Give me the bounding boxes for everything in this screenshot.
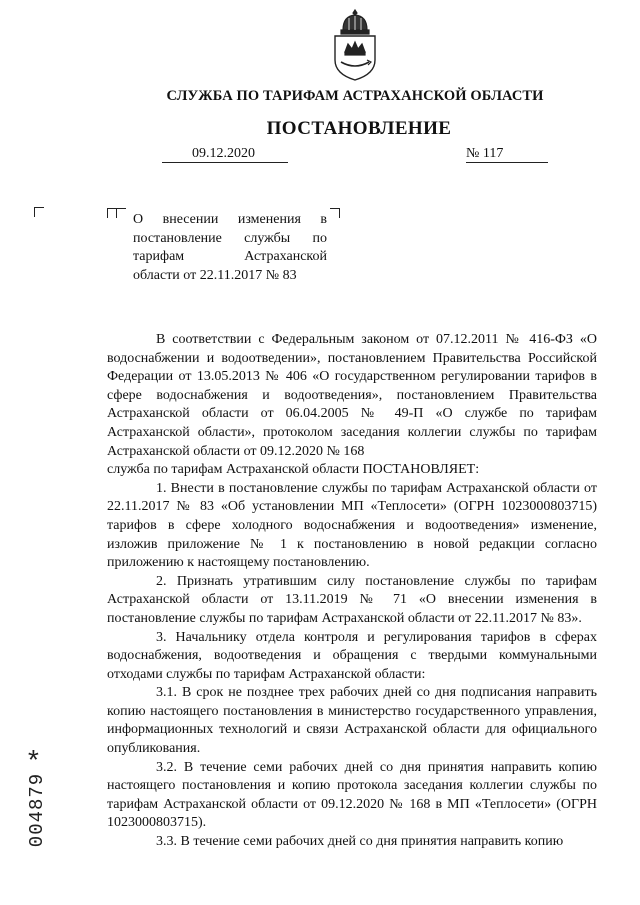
- subject-line: тарифам Астраханской: [133, 249, 327, 264]
- subject-line: О внесении изменения в: [133, 212, 327, 227]
- subject-line: области от 22.11.2017 № 83: [133, 267, 297, 283]
- corner-mark-subject-right: [330, 208, 340, 218]
- side-stamp-asterisk: *: [25, 748, 42, 779]
- item-2: 2. Признать утратившим силу постановление службы по тарифам Астраханской области от 13.11.2019 № 71 «О внесении изменения в постановление службы по тарифам Астраханской области от 22.11.2017 № 83».: [107, 573, 597, 626]
- subject-line: постановление службы по: [133, 230, 327, 246]
- corner-mark-subject-left-inner: [116, 208, 126, 218]
- coat-of-arms-icon: [327, 8, 383, 84]
- subject-block: [133, 211, 327, 285]
- document-number: № 117: [466, 146, 548, 163]
- document-date: 09.12.2020: [162, 146, 288, 163]
- issuing-authority: СЛУЖБА ПО ТАРИФАМ АСТРАХАНСКОЙ ОБЛАСТИ: [166, 88, 544, 104]
- corner-mark-left: [34, 207, 44, 217]
- item-3-1: 3.1. В срок не позднее трех рабочих дней со дня подписания направить копию настоящего постановления в министерство государственного управления, информационных технологий и связи Астраханской области для официального опубликования.: [107, 685, 597, 757]
- side-stamp-number: 004879: [26, 772, 48, 848]
- preamble-paragraph: В соответствии с Федеральным законом от 07.12.2011 № 416-ФЗ «О водоснабжении и водоотведении», постановлением Правительства Российской Федерации от 13.05.2013 № 406 «О государственном регулировании тарифов в сфере водоснабжения и водоотведения», постановлением Правительства Астраханской области от 06.04.2005 № 49-П «О службе по тарифам Астраханской области», протоколом заседания коллегии службы по тарифам Астраханской области от 09.12.2020 № 168: [107, 332, 597, 459]
- item-3-3: 3.3. В течение семи рабочих дней со дня принятия направить копию: [156, 834, 564, 850]
- item-3: 3. Начальнику отдела контроля и регулирования тарифов в сферах водоснабжения, водоотведения и обращения с твердыми коммунальными отходами службы по тарифам Астраханской области:: [107, 629, 597, 682]
- resolution-line: служба по тарифам Астраханской области ПОСТАНОВЛЯЕТ:: [107, 462, 480, 478]
- document-type-title: ПОСТАНОВЛЕНИЕ: [266, 118, 452, 139]
- item-1: 1. Внести в постановление службы по тарифам Астраханской области от 22.11.2017 № 83 «Об установлении МП «Теплосети» (ОГРН 1023000803715) тарифов в сфере холодного водоснабжения и водоотведения» изменение, изложив приложение № 1 к постановлению в новой редакции согласно приложению к настоящему постановлению.: [107, 480, 597, 571]
- document-body: [107, 331, 597, 852]
- item-3-2: 3.2. В течение семи рабочих дней со дня принятия направить копию настоящего постановления и копию протокола заседания коллегии службы по тарифам Астраханской области от 09.12.2020 № 168 в МП «Теплосети» (ОГРН 1023000803715).: [107, 759, 597, 831]
